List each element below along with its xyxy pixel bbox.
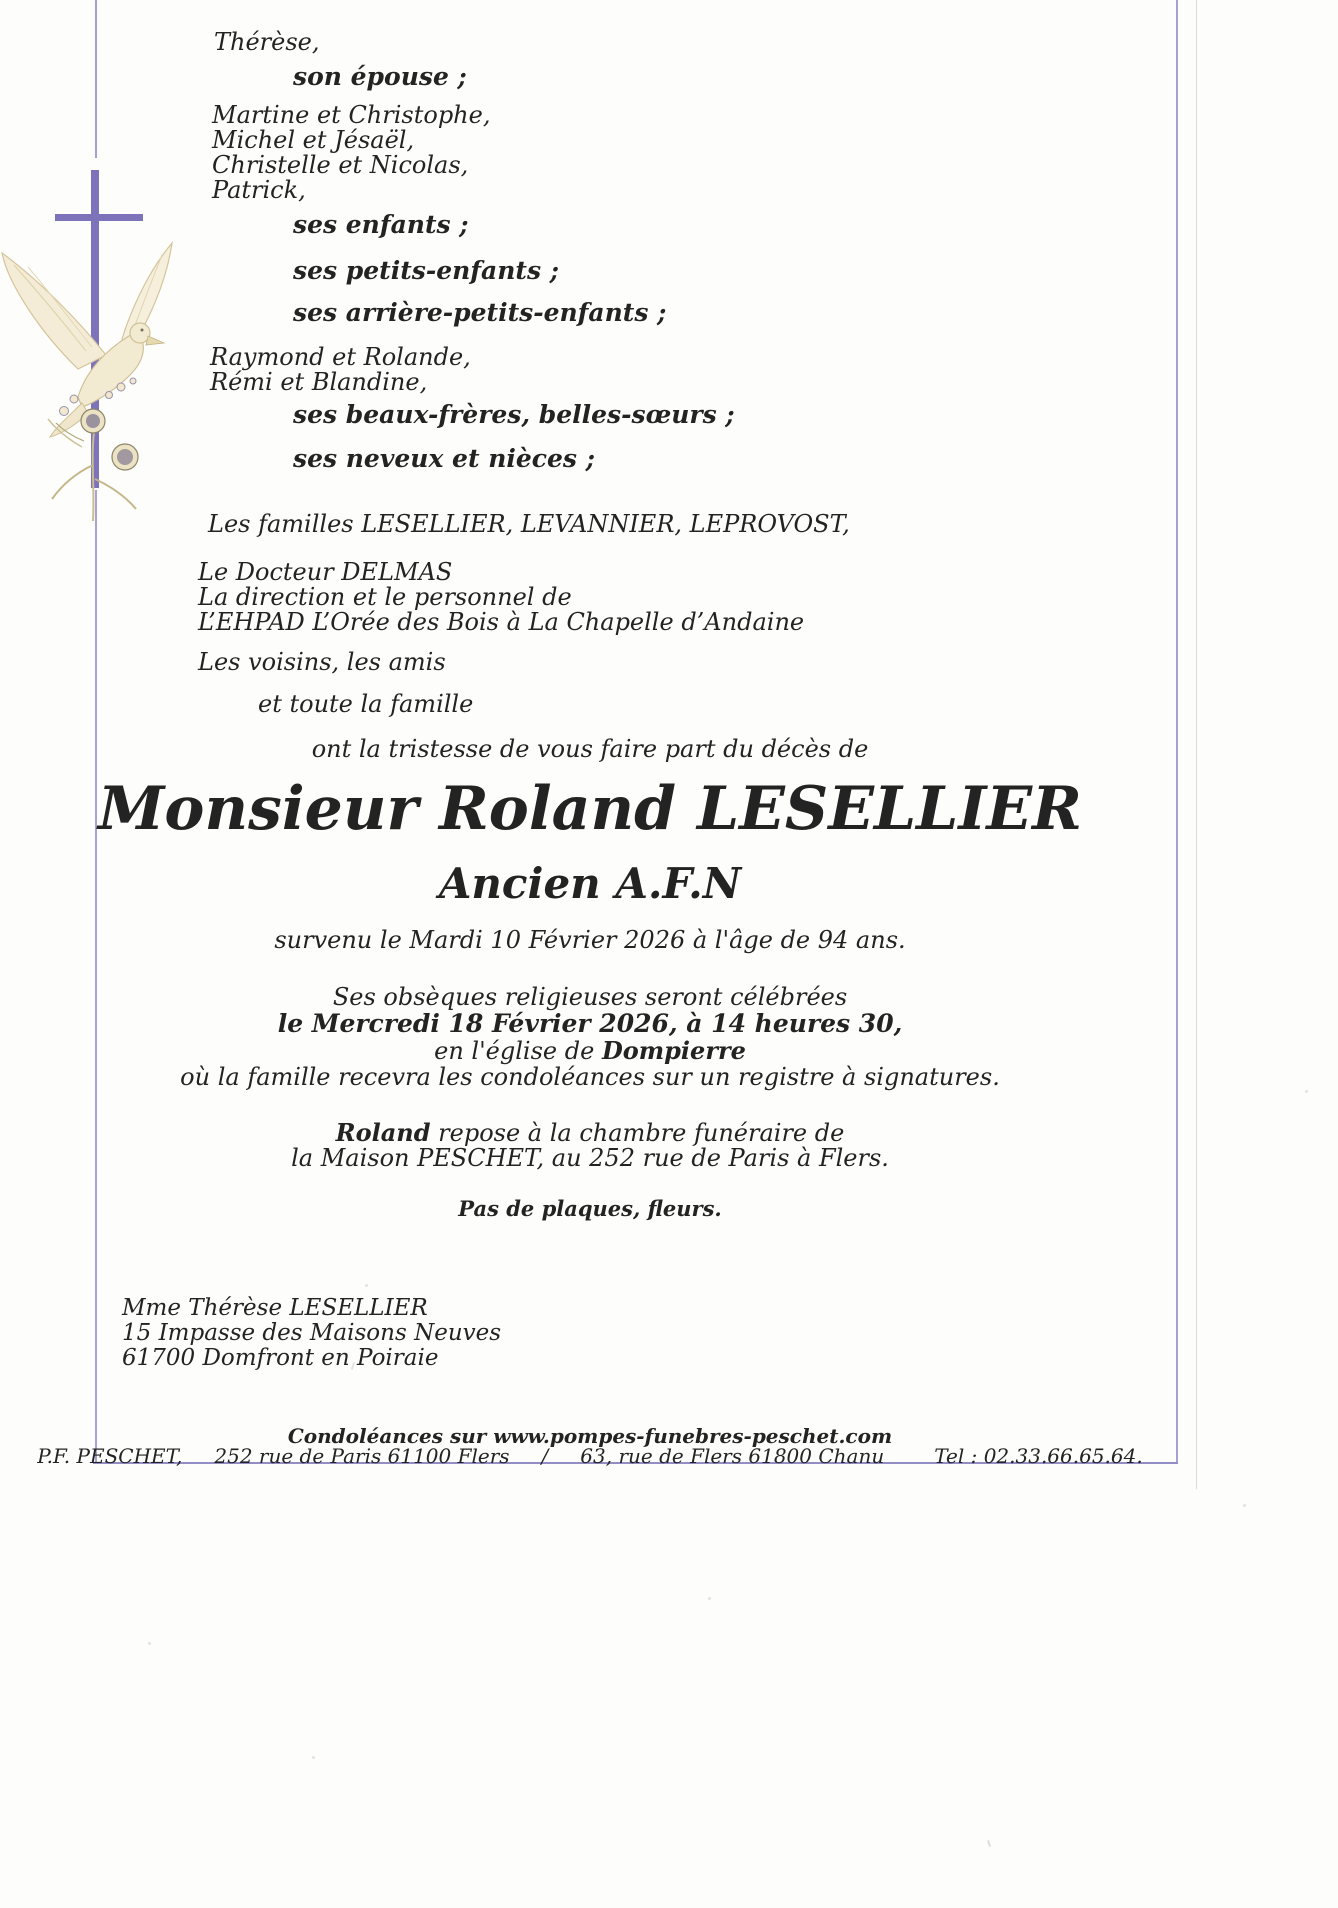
footer-separator: / bbox=[541, 1444, 549, 1468]
sheet-edge-line bbox=[1196, 0, 1197, 1489]
footer-funeral-home: P.F. PESCHET, bbox=[37, 1444, 183, 1468]
grandchildren-line: ses petits-enfants ; bbox=[293, 256, 559, 285]
repose-line-1 bbox=[90, 1120, 1090, 1146]
children-relation: ses enfants ; bbox=[293, 210, 469, 239]
child-line-2: Michel et Jésaël, bbox=[212, 126, 415, 154]
footer-address-row bbox=[37, 1444, 1143, 1468]
nephews-line: ses neveux et nièces ; bbox=[293, 444, 595, 473]
scan-speck bbox=[1243, 1504, 1246, 1507]
repose-rest: repose à la chambre funéraire de bbox=[430, 1119, 845, 1147]
scan-speck bbox=[987, 1840, 991, 1847]
sadness-line: ont la tristesse de vous faire part du décès de bbox=[311, 735, 869, 763]
footer-address-2: 63, rue de Flers 61800 Chanu bbox=[580, 1444, 885, 1468]
families-line: Les familles LESELLIER, LEVANNIER, LEPROVOST, bbox=[208, 510, 850, 538]
scan-speck bbox=[708, 1597, 711, 1600]
deceased-name: Monsieur Roland LESELLIER bbox=[98, 774, 1082, 844]
great-grandchildren-line: ses arrière-petits-enfants ; bbox=[293, 298, 667, 327]
neighbors-line: Les voisins, les amis bbox=[198, 648, 446, 676]
inlaw-line-1: Raymond et Rolande, bbox=[210, 343, 471, 371]
cross-horizontal-arm bbox=[55, 214, 143, 221]
staff-line-2: L’EHPAD L’Orée des Bois à La Chapelle d’Andaine bbox=[198, 608, 805, 636]
funeral-church-place: Dompierre bbox=[601, 1036, 746, 1065]
funeral-line-4: où la famille recevra les condoléances sur un registre à signatures. bbox=[180, 1063, 1000, 1091]
funeral-church-prefix: en l'église de bbox=[434, 1037, 602, 1065]
scan-speck bbox=[1305, 1090, 1308, 1093]
contact-name: Mme Thérèse LESELLIER bbox=[122, 1295, 428, 1321]
child-line-4: Patrick, bbox=[212, 176, 306, 204]
footer-address-1: 252 rue de Paris 61100 Flers bbox=[214, 1444, 510, 1468]
deceased-title: Ancien A.F.N bbox=[438, 859, 742, 908]
scan-speck bbox=[312, 1756, 315, 1759]
inlaw-line-2: Rémi et Blandine, bbox=[210, 368, 428, 396]
contact-street: 15 Impasse des Maisons Neuves bbox=[122, 1320, 502, 1346]
whole-family-line: et toute la famille bbox=[258, 690, 474, 718]
scan-speck bbox=[148, 1642, 151, 1645]
repose-line-2: la Maison PESCHET, au 252 rue de Paris à Flers. bbox=[291, 1144, 889, 1172]
scan-speck bbox=[365, 1284, 368, 1287]
inlaws-relation: ses beaux-frères, belles-sœurs ; bbox=[293, 400, 735, 429]
funeral-line-1: Ses obsèques religieuses seront célébrées bbox=[332, 983, 848, 1011]
contact-city: 61700 Domfront en Poiraie bbox=[122, 1345, 439, 1371]
death-line: survenu le Mardi 10 Février 2026 à l'âge de 94 ans. bbox=[274, 926, 906, 954]
footer-condolences: Condoléances sur www.pompes-funebres-peschet.com bbox=[287, 1424, 893, 1448]
child-line-3: Christelle et Nicolas, bbox=[212, 151, 469, 179]
repose-name: Roland bbox=[335, 1118, 431, 1147]
card-left-border-top bbox=[95, 0, 97, 158]
funeral-line-3 bbox=[90, 1038, 1090, 1064]
spouse-relation: son épouse ; bbox=[293, 62, 467, 91]
dove-with-flowers-icon bbox=[0, 233, 204, 533]
child-line-1: Martine et Christophe, bbox=[212, 101, 491, 129]
funeral-line-2: le Mercredi 18 Février 2026, à 14 heures 30, bbox=[277, 1009, 903, 1038]
staff-line-1: La direction et le personnel de bbox=[198, 583, 572, 611]
card-left-border-bottom bbox=[95, 490, 97, 1463]
spouse-name: Thérèse, bbox=[214, 28, 320, 56]
doctor-line: Le Docteur DELMAS bbox=[198, 558, 453, 586]
card-right-border bbox=[1176, 0, 1178, 1463]
no-flowers-line: Pas de plaques, fleurs. bbox=[458, 1196, 722, 1221]
footer-phone: Tel : 02.33.66.65.64. bbox=[934, 1444, 1143, 1468]
